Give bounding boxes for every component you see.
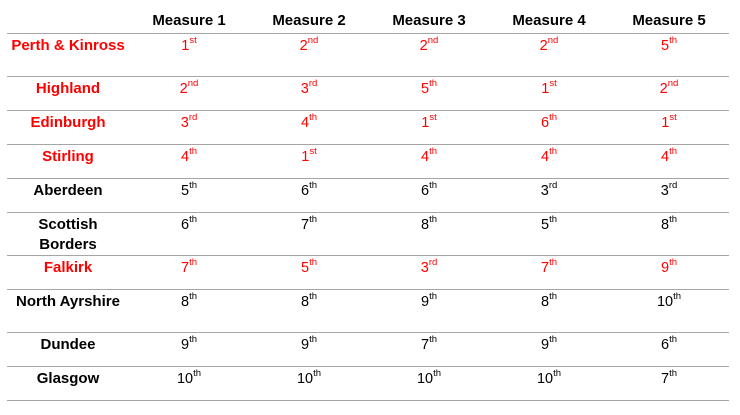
region-name: North Ayrshire [7, 290, 129, 333]
rank-suffix: rd [548, 180, 558, 192]
rank-suffix: th [553, 368, 562, 380]
rank-suffix: th [309, 291, 317, 303]
rank-cell [129, 333, 249, 367]
rank-cell [489, 179, 609, 213]
rank-suffix: th [549, 112, 557, 124]
rank-suffix: st [549, 78, 557, 90]
rank-cell [369, 367, 489, 401]
rank-number: 3 [180, 115, 189, 131]
rank-number: 2 [659, 81, 668, 97]
rank-number: 1 [541, 81, 550, 97]
rank-cell [369, 34, 489, 77]
rank-number: 8 [180, 294, 190, 310]
rank-cell [249, 290, 369, 333]
rank-number: 1 [421, 115, 430, 131]
rank-suffix: st [669, 112, 677, 124]
rank-cell [249, 77, 369, 111]
rank-number: 9 [660, 260, 670, 276]
rank-cell [249, 256, 369, 290]
rank-number: 3 [420, 260, 429, 276]
rank-suffix: rd [428, 257, 438, 269]
rank-number: 6 [660, 337, 670, 353]
rank-suffix: th [189, 334, 197, 346]
header-measure-2: Measure 2 [249, 7, 369, 34]
region-name: Falkirk [7, 256, 129, 290]
table-row [7, 111, 729, 145]
rank-cell [609, 145, 729, 179]
table-row [7, 256, 729, 290]
rank-number: 7 [300, 217, 310, 233]
rank-cell [129, 77, 249, 111]
rank-cell [369, 333, 489, 367]
rank-cell [249, 367, 369, 401]
rank-suffix: nd [307, 35, 319, 47]
rank-suffix: th [549, 291, 557, 303]
table-row [7, 34, 729, 77]
rank-suffix: th [549, 146, 557, 158]
rank-number: 2 [419, 38, 428, 54]
rank-cell [609, 213, 729, 256]
rank-number: 6 [420, 183, 430, 199]
rank-number: 7 [660, 371, 670, 387]
rank-cell [369, 256, 489, 290]
rank-number: 10 [176, 371, 194, 387]
rank-number: 2 [179, 81, 188, 97]
rank-suffix: nd [187, 78, 199, 90]
rank-suffix: th [429, 78, 437, 90]
rank-suffix: nd [667, 78, 679, 90]
rank-number: 5 [300, 260, 310, 276]
rank-suffix: th [429, 291, 437, 303]
rank-number: 3 [660, 183, 669, 199]
rank-cell [129, 290, 249, 333]
rank-cell [249, 213, 369, 256]
rank-number: 1 [301, 149, 310, 165]
rank-suffix: rd [308, 78, 318, 90]
rank-suffix: th [429, 334, 437, 346]
rank-cell [129, 34, 249, 77]
rank-cell [249, 179, 369, 213]
table-row [7, 145, 729, 179]
rank-suffix: st [309, 146, 317, 158]
region-name: Scottish Borders [7, 213, 129, 256]
rank-suffix: th [313, 368, 322, 380]
table-row [7, 367, 729, 401]
header-measure-3: Measure 3 [369, 7, 489, 34]
rank-suffix: th [549, 214, 557, 226]
rank-number: 2 [539, 38, 548, 54]
rank-number: 9 [300, 337, 310, 353]
rank-suffix: th [189, 291, 197, 303]
rank-number: 1 [181, 38, 190, 54]
rank-number: 6 [180, 217, 190, 233]
rank-cell [489, 333, 609, 367]
rank-number: 6 [300, 183, 310, 199]
rank-number: 4 [660, 149, 670, 165]
rank-number: 7 [540, 260, 550, 276]
rank-number: 8 [420, 217, 430, 233]
rank-suffix: th [669, 334, 677, 346]
rank-cell [249, 145, 369, 179]
region-name: Aberdeen [7, 179, 129, 213]
rank-number: 10 [416, 371, 434, 387]
rank-number: 4 [420, 149, 430, 165]
rank-suffix: th [189, 180, 197, 192]
rank-number: 7 [420, 337, 430, 353]
header-row [7, 7, 729, 34]
rank-cell [489, 77, 609, 111]
rank-suffix: th [189, 257, 197, 269]
rank-number: 4 [300, 115, 310, 131]
region-name: Stirling [7, 145, 129, 179]
rank-suffix: th [669, 35, 677, 47]
rank-cell [609, 290, 729, 333]
rank-cell [489, 111, 609, 145]
table-row [7, 213, 729, 256]
table-row [7, 333, 729, 367]
rank-cell [129, 179, 249, 213]
rank-cell [489, 367, 609, 401]
rank-number: 3 [300, 81, 309, 97]
rank-cell [489, 34, 609, 77]
rank-cell [129, 145, 249, 179]
rank-number: 4 [540, 149, 550, 165]
rank-cell [129, 256, 249, 290]
rank-suffix: st [189, 35, 197, 47]
rank-number: 10 [656, 294, 674, 310]
rank-cell [369, 145, 489, 179]
rank-suffix: th [429, 146, 437, 158]
rank-cell [129, 213, 249, 256]
rank-suffix: th [309, 334, 317, 346]
header-measure-5: Measure 5 [609, 7, 729, 34]
rank-suffix: th [189, 214, 197, 226]
rank-cell [609, 179, 729, 213]
header-corner [7, 7, 129, 34]
rank-suffix: th [189, 146, 197, 158]
rank-number: 7 [180, 260, 190, 276]
rank-number: 4 [180, 149, 190, 165]
rank-cell [249, 34, 369, 77]
rank-suffix: th [309, 214, 317, 226]
rank-number: 8 [540, 294, 550, 310]
rank-number: 5 [420, 81, 430, 97]
rank-number: 10 [536, 371, 554, 387]
rank-number: 6 [540, 115, 550, 131]
rank-cell [369, 77, 489, 111]
region-name: Highland [7, 77, 129, 111]
rank-suffix: th [309, 112, 317, 124]
rank-cell [369, 179, 489, 213]
rank-number: 3 [540, 183, 549, 199]
rank-suffix: rd [668, 180, 678, 192]
rank-suffix: st [429, 112, 437, 124]
rank-number: 9 [180, 337, 190, 353]
rank-number: 10 [296, 371, 314, 387]
rank-number: 5 [540, 217, 550, 233]
header-measure-1: Measure 1 [129, 7, 249, 34]
rank-number: 5 [180, 183, 190, 199]
rank-cell [369, 290, 489, 333]
rank-suffix: nd [547, 35, 559, 47]
region-name: Dundee [7, 333, 129, 367]
rank-cell [129, 367, 249, 401]
rank-cell [489, 213, 609, 256]
rank-number: 5 [660, 38, 670, 54]
rank-suffix: th [549, 257, 557, 269]
rank-cell [249, 333, 369, 367]
table-row [7, 290, 729, 333]
rank-number: 1 [661, 115, 670, 131]
rank-cell [609, 77, 729, 111]
rank-suffix: th [673, 291, 682, 303]
rank-suffix: th [669, 257, 677, 269]
rank-cell [369, 213, 489, 256]
rank-cell [609, 34, 729, 77]
rank-cell [489, 290, 609, 333]
rank-suffix: th [193, 368, 202, 380]
rank-cell [369, 111, 489, 145]
rank-suffix: th [433, 368, 442, 380]
ranking-table [7, 7, 729, 401]
rank-cell [489, 145, 609, 179]
rank-cell [609, 111, 729, 145]
rank-suffix: rd [188, 112, 198, 124]
rank-suffix: th [429, 214, 437, 226]
region-name: Edinburgh [7, 111, 129, 145]
rank-suffix: th [669, 368, 677, 380]
rank-cell [609, 333, 729, 367]
rank-cell [609, 367, 729, 401]
table-body [7, 34, 729, 401]
region-name: Perth & Kinross [7, 34, 129, 77]
rank-suffix: th [549, 334, 557, 346]
table-row [7, 179, 729, 213]
rank-cell [129, 111, 249, 145]
rank-suffix: th [429, 180, 437, 192]
rank-suffix: th [309, 180, 317, 192]
header-measure-4: Measure 4 [489, 7, 609, 34]
table-row [7, 77, 729, 111]
rank-number: 9 [420, 294, 430, 310]
rank-number: 2 [299, 38, 308, 54]
region-name: Glasgow [7, 367, 129, 401]
rank-cell [249, 111, 369, 145]
rank-number: 8 [660, 217, 670, 233]
rank-cell [609, 256, 729, 290]
rank-number: 8 [300, 294, 310, 310]
rank-cell [489, 256, 609, 290]
rank-number: 9 [540, 337, 550, 353]
rank-suffix: th [669, 214, 677, 226]
rank-suffix: nd [427, 35, 439, 47]
rank-suffix: th [309, 257, 317, 269]
rank-suffix: th [669, 146, 677, 158]
